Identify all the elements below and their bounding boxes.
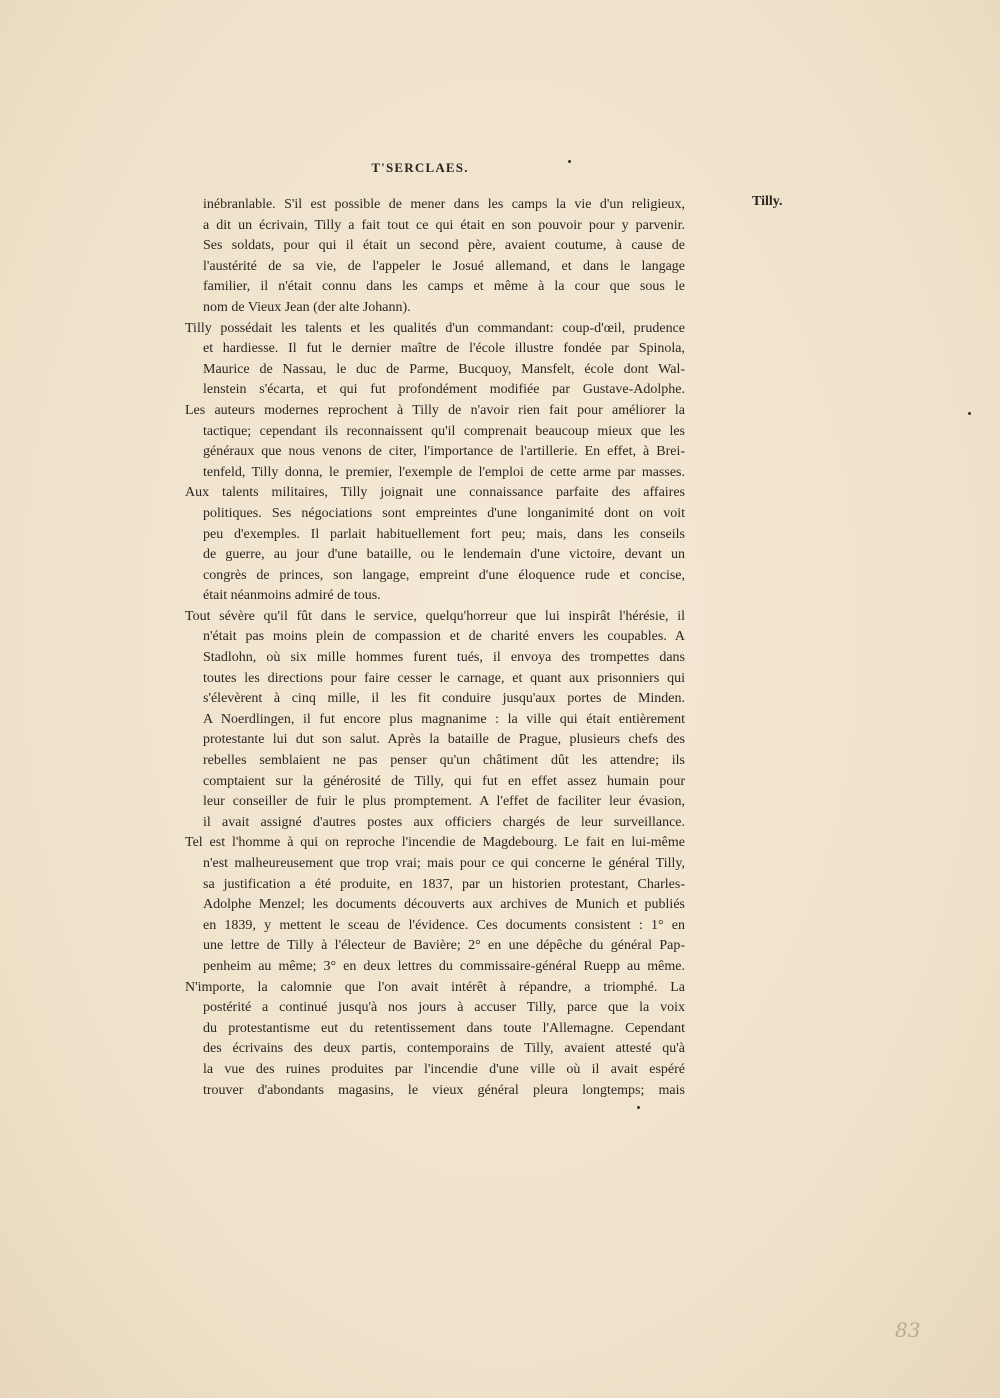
text-line: tactique; cependant ils reconnaissent qu'il comprenait beaucoup mieux que les <box>203 423 685 439</box>
text-line: toutes les directions pour faire cesser le carnage, et quant aux prisonniers qui <box>203 670 685 686</box>
paragraph <box>185 833 685 977</box>
text-line: lenstein s'écarta, et qui fut profondément modifiée par Gustave-Adolphe. <box>203 382 685 398</box>
text-line: trouver d'abondants magasins, le vieux général pleura longtemps; mais <box>203 1082 685 1098</box>
text-line: Tel est l'homme à qui on reproche l'incendie de Magdebourg. Le fait en lui-même <box>185 835 685 851</box>
paper-speck <box>568 160 571 163</box>
text-line: n'est malheureusement que trop vrai; mais pour ce qui concerne le général Tilly, <box>203 856 685 871</box>
text-line: généraux que nous venons de citer, l'importance de l'artillerie. En effet, à Brei- <box>203 444 685 460</box>
folio-number: 83 <box>895 1318 921 1342</box>
text-line: de guerre, au jour d'une bataille, ou le lendemain d'une victoire, devant un <box>203 547 685 563</box>
text-line: Adolphe Menzel; les documents découverts aux archives de Munich et publiés <box>203 897 685 913</box>
text-line: inébranlable. S'il est possible de mener dans les camps la vie d'un religieux, <box>203 197 685 212</box>
text-line: Les auteurs modernes reprochent à Tilly de n'avoir rien fait pour améliorer la <box>185 402 685 418</box>
text-line: protestante lui dut son salut. Après la bataille de Prague, plusieurs chefs des <box>203 732 685 748</box>
paper-speck <box>637 1106 640 1109</box>
text-line: congrès de princes, son langage, empreint d'une éloquence rude et concise, <box>203 567 685 583</box>
text-line: A Noerdlingen, il fut encore plus magnanime : la ville qui était entièrement <box>203 711 685 727</box>
paragraph <box>185 607 685 834</box>
body-text <box>185 195 685 1101</box>
text-line: Stadlohn, où six mille hommes furent tués, il envoya des trompettes dans <box>203 650 685 666</box>
text-line: des écrivains des deux partis, contemporains de Tilly, avaient attesté qu'à <box>203 1041 685 1057</box>
text-line: N'importe, la calomnie que l'on avait intérêt à répandre, a triomphé. La <box>185 979 685 995</box>
text-line: peu d'exemples. Il parlait habituellement fort peu; mais, dans les conseils <box>203 526 685 542</box>
text-line: n'était pas moins plein de compassion et de charité envers les coupables. A <box>203 629 685 645</box>
text-line: en 1839, y mettent le sceau de l'évidence. Ces documents consistent : 1° en <box>203 917 685 933</box>
paragraph <box>185 319 685 401</box>
margin-note: Tilly. <box>752 194 783 209</box>
text-line: l'austérité de sa vie, de l'appeler le Josué allemand, et dans le langage <box>203 258 685 274</box>
text-line: familier, il n'était connu dans les camps et même à la cour que sous le <box>203 279 685 295</box>
text-line: Maurice de Nassau, le duc de Parme, Bucquoy, Mansfelt, école dont Wal- <box>203 361 685 377</box>
text-line: il avait assigné d'autres postes aux officiers chargés de leur surveillance. <box>203 814 685 830</box>
text-line: Ses soldats, pour qui il était un second père, avaient coutume, à cause de <box>203 238 685 254</box>
running-header: T'SERCLAES. <box>371 160 469 175</box>
text-line: penheim au même; 3° en deux lettres du commissaire-général Ruepp au même. <box>203 958 685 974</box>
text-line: a dit un écrivain, Tilly a fait tout ce qui était en son pouvoir pour y parvenir. <box>203 217 685 233</box>
paragraph <box>185 401 685 483</box>
text-line: rebelles semblaient ne pas penser qu'un châtiment dût les attendre; ils <box>203 753 685 769</box>
text-line: leur conseiller de fuir le plus promptement. A l'effet de faciliter leur évasion, <box>203 794 685 810</box>
text-line: était néanmoins admiré de tous. <box>203 588 381 604</box>
text-line: Aux talents militaires, Tilly joignait une connaissance parfaite des affaires <box>185 485 685 501</box>
text-line: sa justification a été produite, en 1837, par un historien protestant, Charles- <box>203 876 685 892</box>
text-line: postérité a continué jusqu'à nos jours à accuser Tilly, parce que la voix <box>203 1000 685 1016</box>
text-line: du protestantisme eut du retentissement dans toute l'Allemagne. Cependant <box>203 1020 685 1036</box>
paragraph <box>185 483 685 607</box>
text-line: et hardiesse. Il fut le dernier maître de l'école illustre fondée par Spinola, <box>203 341 685 357</box>
paragraph <box>185 978 685 1102</box>
text-line: politiques. Ses négociations sont empreintes d'une longanimité dont on voit <box>203 505 685 521</box>
text-line: s'élevèrent à cinq mille, il les fit conduire jusqu'aux portes de Minden. <box>203 691 685 707</box>
text-line: la vue des ruines produites par l'incendie d'une ville où il avait espéré <box>203 1061 685 1077</box>
paragraph <box>185 195 685 319</box>
text-line: Tilly possédait les talents et les qualités d'un commandant: coup-d'œil, prudence <box>185 320 685 336</box>
text-line: Tout sévère qu'il fût dans le service, quelqu'horreur que lui inspirât l'hérésie, il <box>185 608 685 624</box>
text-line: tenfeld, Tilly donna, le premier, l'exemple de l'emploi de cette arme par masses. <box>203 464 685 480</box>
paper-speck <box>968 412 971 415</box>
text-line: une lettre de Tilly à l'électeur de Bavière; 2° en une dépêche du général Pap- <box>203 938 685 954</box>
text-line: comptaient sur la générosité de Tilly, qui fut en effet assez humain pour <box>203 773 685 789</box>
text-line: nom de Vieux Jean (der alte Johann). <box>203 299 411 315</box>
